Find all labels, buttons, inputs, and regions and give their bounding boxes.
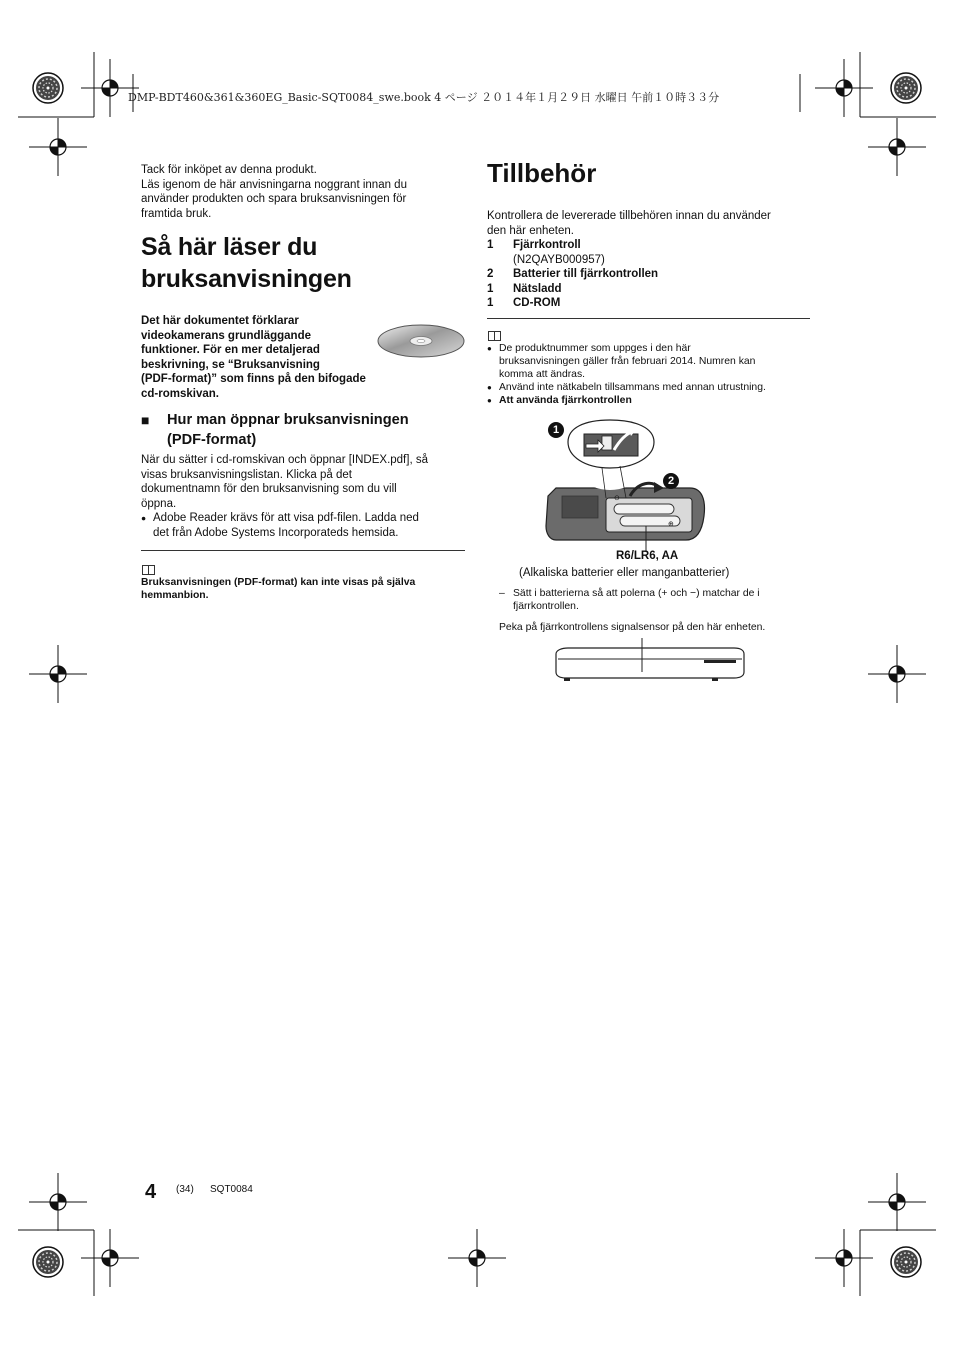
player-unit-illustration (552, 638, 748, 684)
sub-heading-open-manual: ■ Hur man öppnar bruksanvisningen (PDF-format) (141, 411, 471, 450)
section-heading-accessories: Tillbehör (487, 158, 597, 188)
cd-rom-icon (376, 322, 466, 360)
sensor-note: Peka på fjärrkontrollens signalsensor på den här enheten. (499, 622, 766, 633)
pdf-note: Bruksanvisningen (PDF-format) kan inte visas på själva hemmanbion. (141, 577, 416, 601)
intro-text: Tack för inköpet av denna produkt. Läs igenom de här anvisningarna noggrant innan du använder produkten och spara bruksanvisningen för framtida bruk. (141, 164, 407, 220)
note-item: ● De produktnummer som uppges i den här bruksanvisningen gäller från februari 2014. Numren kan komma att ändras. (487, 343, 756, 380)
adobe-reader-bullet: ● Adobe Reader krävs för att visa pdf-filen. Ladda ned det från Adobe Systems Incorporateds hemsida. (141, 512, 419, 539)
svg-text:⊖: ⊖ (614, 494, 620, 502)
step-2-badge: 2 (663, 473, 679, 489)
file-info-line: DMP-BDT460&361&360EG_Basic-SQT0084_swe.book 4 ページ ２０１４年１月２９日 水曜日 午前１０時３３分 (128, 91, 720, 104)
bullet-icon: ● (141, 513, 147, 524)
battery-type-label: (Alkaliska batterier eller manganbatterier) (519, 567, 730, 579)
note-item: ● Att använda fjärrkontrollen (487, 395, 632, 406)
step-1-badge: 1 (548, 422, 564, 438)
dash-bullet: – (499, 588, 505, 599)
accessories-intro: Kontrollera de levererade tillbehören innan du använder den här enheten. (487, 210, 771, 237)
list-item: 1 Nätsladd (487, 282, 562, 295)
remote-battery-illustration (540, 416, 720, 552)
battery-size-label: R6/LR6, AA (616, 550, 679, 562)
bullet-icon: ● (487, 396, 492, 405)
page-reference: (34) (176, 1184, 194, 1195)
divider (141, 550, 465, 551)
bullet-icon: ● (487, 344, 492, 353)
document-description: Det här dokumentet förklarar videokamerans grundläggande funktioner. För en mer detaljerad beskrivning, se “Bruksanvisning (PDF-format)” som finns på den bifogade cd-romskivan. (141, 315, 366, 400)
page-number: 4 (145, 1181, 157, 1203)
accessory-notes (487, 342, 817, 407)
list-item: 1 Fjärrkontroll (N2QAYB000957) (487, 239, 605, 266)
open-manual-body: När du sätter i cd-romskivan och öppnar [INDEX.pdf], så visas bruksanvisningslistan. Klicka på det dokumentnamn för den bruksanvisning som du vill öppna. ● Adobe Reader krävs för att visa pdf-filen. Ladda ned det från Adobe Systems Incorporateds hemsida. (141, 453, 471, 541)
bullet-icon: ● (487, 383, 492, 392)
square-bullet-icon: ■ (141, 412, 150, 428)
polarity-note: – Sätt i batterierna så att polerna (+ och −) matchar de i fjärrkontrollen. (499, 588, 760, 612)
document-code: SQT0084 (210, 1184, 253, 1195)
accessories-list (487, 238, 817, 311)
divider (487, 318, 810, 319)
note-item: ● Använd inte nätkabeln tillsammans med annan utrustning. (487, 382, 766, 393)
list-item: 1 CD-ROM (487, 297, 561, 310)
section-heading-how-to-read: Så här läser du bruksanvisningen (141, 233, 352, 293)
list-item: 2 Batterier till fjärrkontrollen (487, 268, 659, 281)
svg-text:⊕: ⊕ (668, 520, 674, 528)
